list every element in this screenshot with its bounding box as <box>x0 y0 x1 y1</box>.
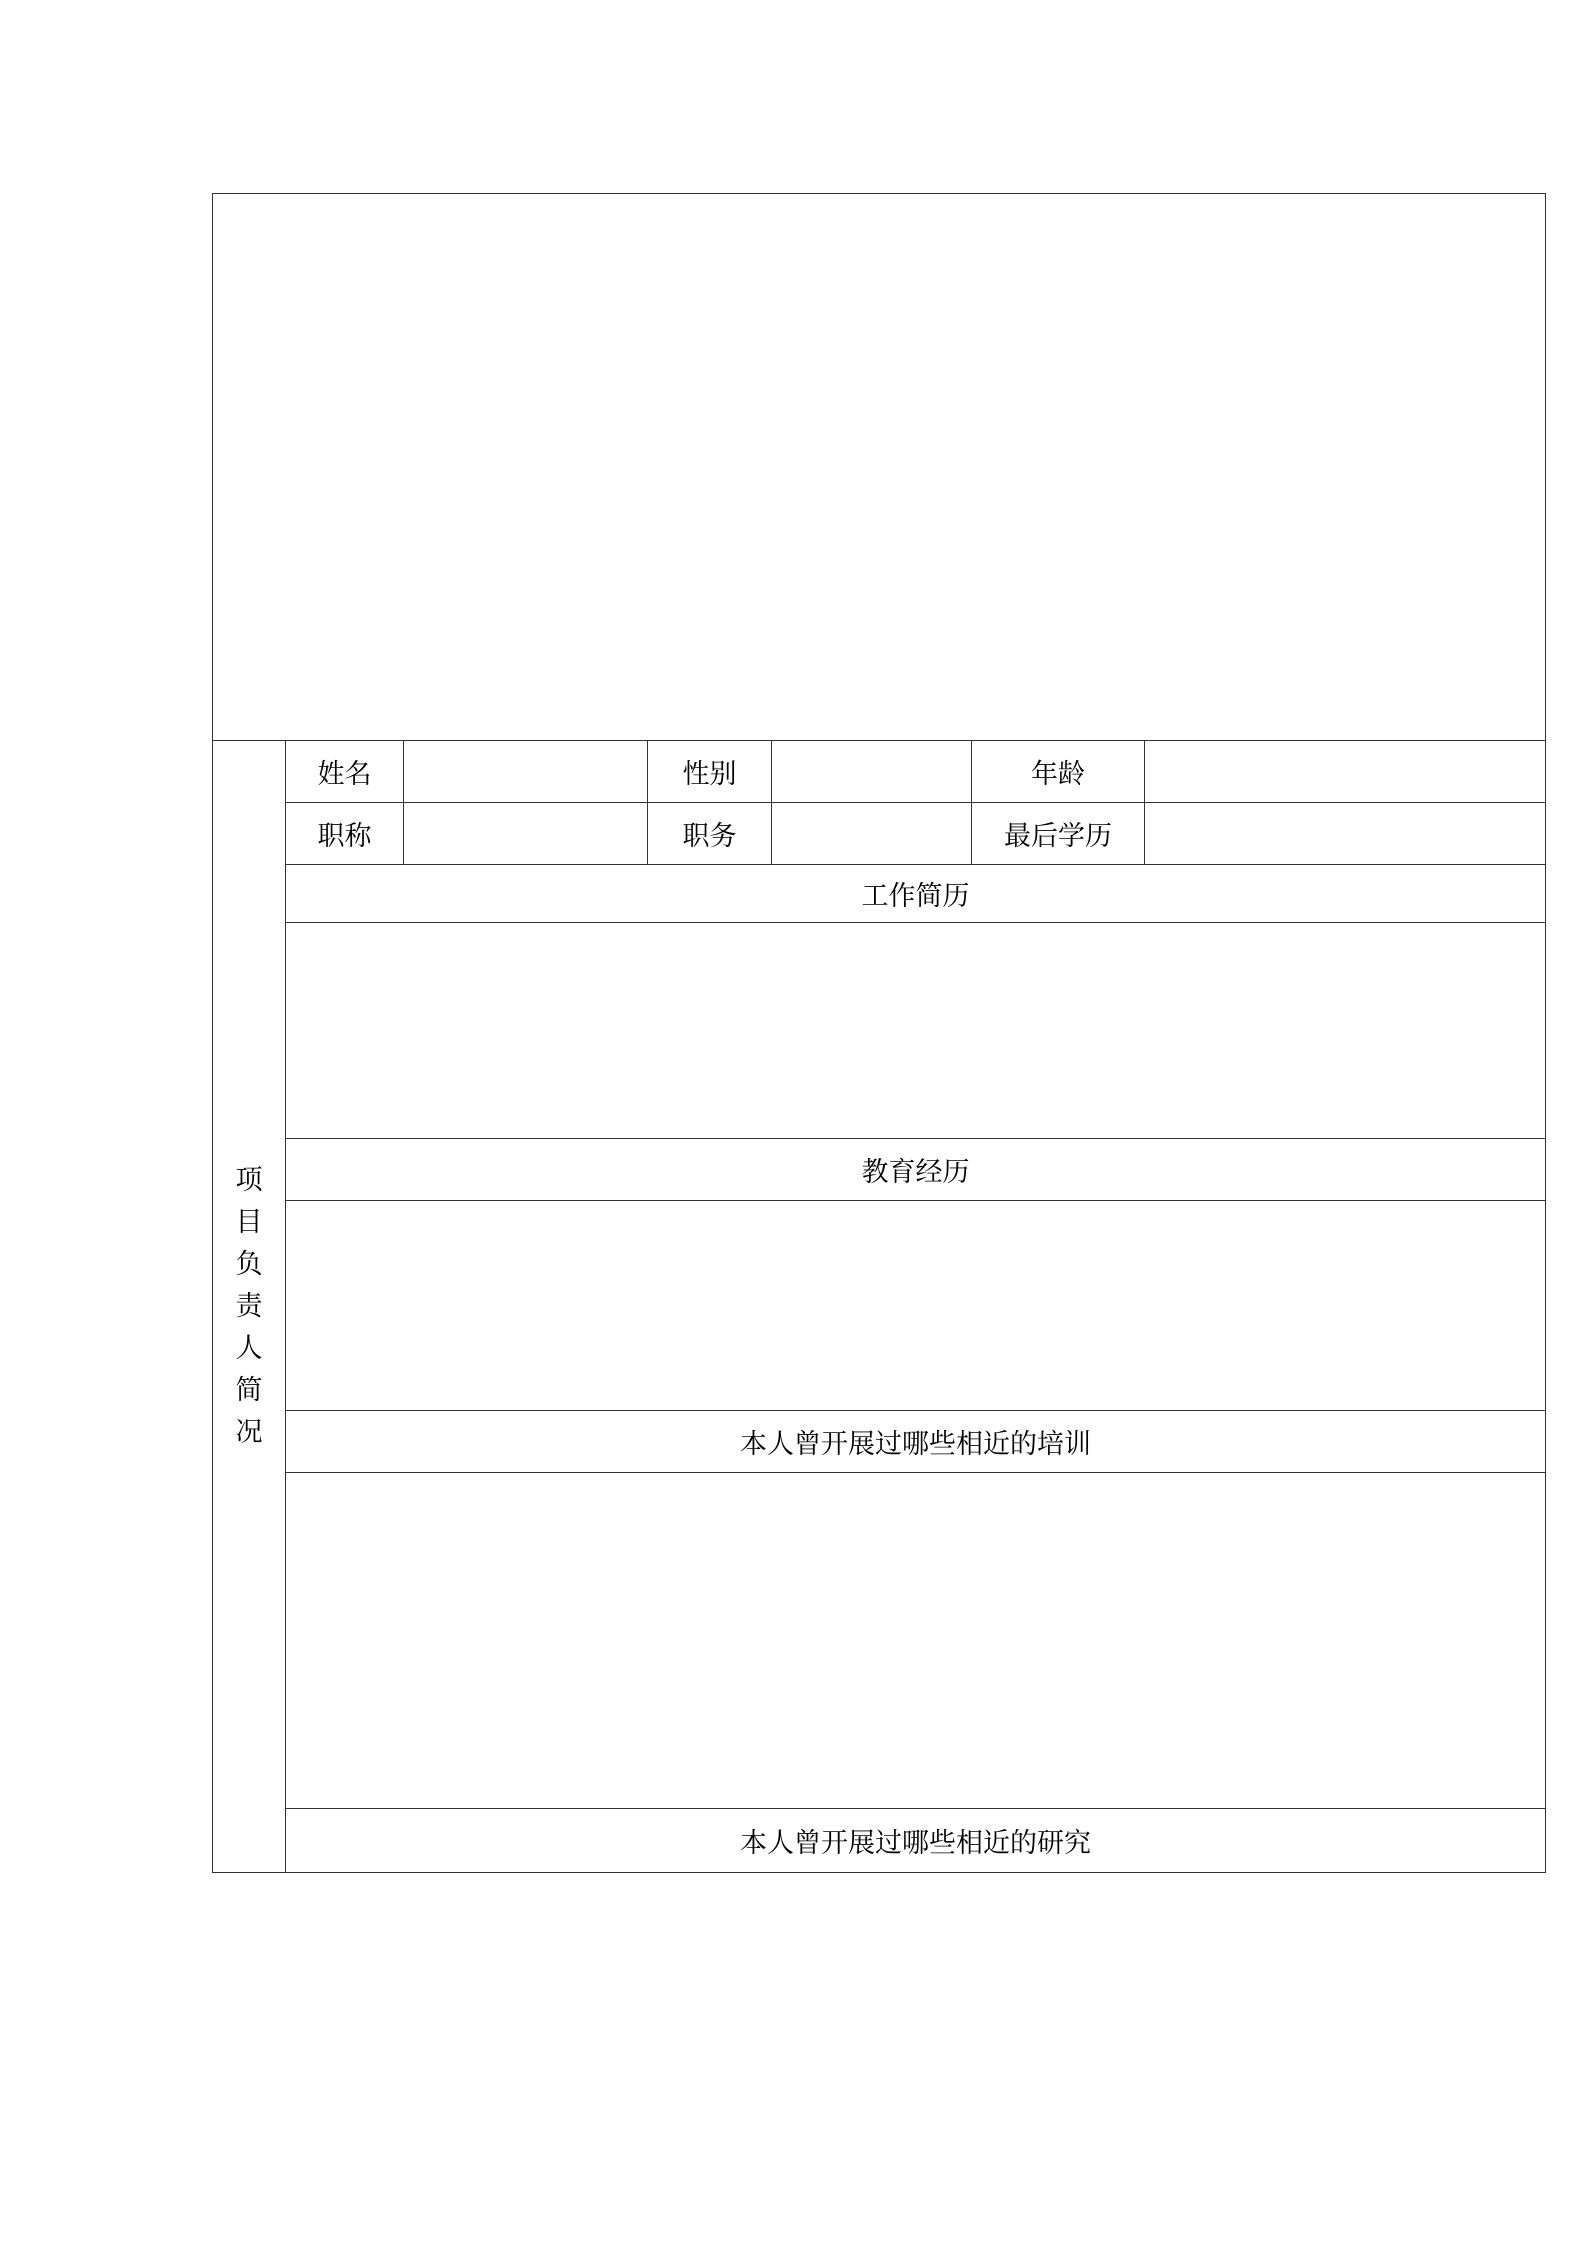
education-field[interactable] <box>1145 803 1546 865</box>
section-label-project-lead <box>213 741 286 1873</box>
name-label: 姓名 <box>286 741 404 803</box>
section-label-char: 项 <box>235 1164 263 1196</box>
top-blank-area[interactable] <box>213 194 1546 741</box>
name-field[interactable] <box>404 741 648 803</box>
gender-label: 性别 <box>648 741 772 803</box>
section-label-char: 目 <box>235 1206 263 1238</box>
similar-training-header: 本人曾开展过哪些相近的培训 <box>286 1411 1546 1473</box>
title-field[interactable] <box>404 803 648 865</box>
title-label: 职称 <box>286 803 404 865</box>
section-label-char: 简 <box>235 1374 263 1406</box>
section-label-char: 负 <box>235 1248 263 1280</box>
education-history-header: 教育经历 <box>286 1139 1546 1201</box>
position-field[interactable] <box>772 803 972 865</box>
work-history-header: 工作简历 <box>286 865 1546 923</box>
position-label: 职务 <box>648 803 772 865</box>
education-label: 最后学历 <box>972 803 1145 865</box>
section-label-char: 况 <box>235 1416 263 1448</box>
similar-training-field[interactable] <box>286 1473 1546 1809</box>
work-history-field[interactable] <box>286 923 1546 1139</box>
similar-research-header: 本人曾开展过哪些相近的研究 <box>286 1809 1546 1873</box>
age-field[interactable] <box>1145 741 1546 803</box>
gender-field[interactable] <box>772 741 972 803</box>
age-label: 年龄 <box>972 741 1145 803</box>
applicant-form-table <box>212 193 1546 1873</box>
education-history-field[interactable] <box>286 1201 1546 1411</box>
section-label-char: 责 <box>235 1290 263 1322</box>
section-label-char: 人 <box>235 1332 263 1364</box>
